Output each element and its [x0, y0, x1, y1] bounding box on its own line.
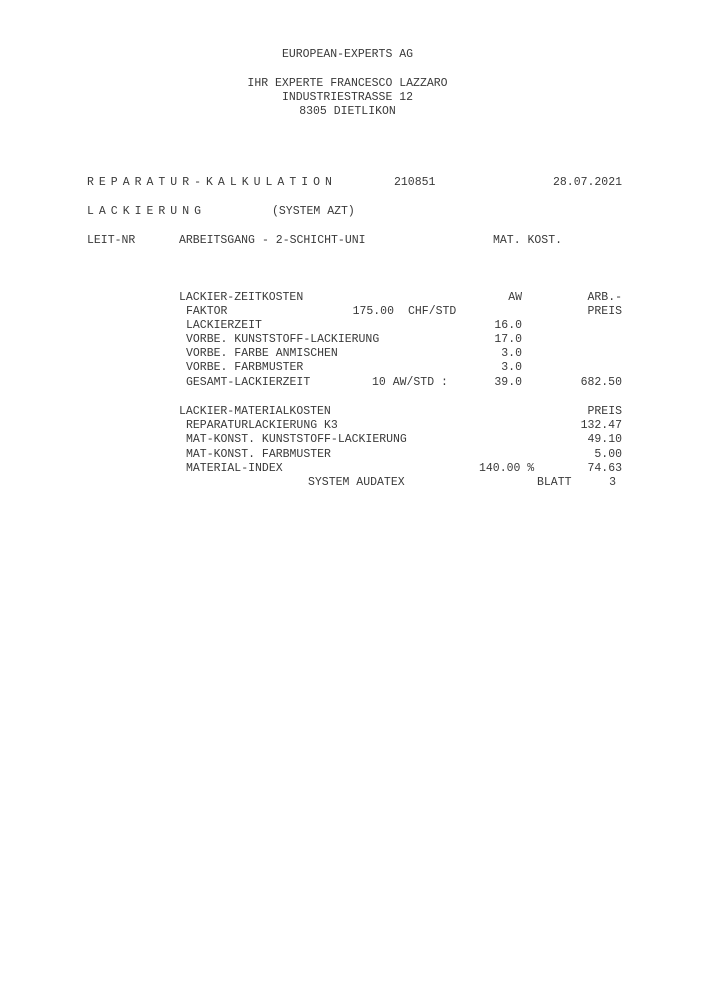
footer-system: SYSTEM AUDATEX: [308, 476, 405, 489]
material-row-label: REPARATURLACKIERUNG K3: [186, 419, 338, 432]
zeit-row-aw: 17.0: [494, 333, 522, 346]
zeit-row-label: VORBE. FARBE ANMISCHEN: [186, 347, 338, 360]
preis-header: PREIS: [587, 305, 622, 318]
faktor-label: FAKTOR: [186, 305, 228, 318]
total-price: 682.50: [580, 376, 622, 389]
zeit-row-aw: 3.0: [501, 347, 522, 360]
column-leit-nr: LEIT-NR: [87, 234, 136, 247]
calculation-number: 210851: [394, 176, 436, 189]
document-title: REPARATUR-KALKULATION: [87, 176, 337, 189]
street-address: INDUSTRIESTRASSE 12: [281, 91, 414, 104]
section-system: (SYSTEM AZT): [272, 205, 355, 218]
expert-name: IHR EXPERTE FRANCESCO LAZZARO: [247, 77, 448, 90]
column-arbeitsgang: ARBEITSGANG: [179, 234, 255, 247]
section-title: LACKIERUNG: [87, 205, 207, 218]
zeit-row-label: LACKIERZEIT: [186, 319, 262, 332]
material-row-price: 49.10: [587, 433, 622, 446]
material-row-label: MAT-KONST. FARBMUSTER: [186, 448, 331, 461]
total-rate: 10 AW/STD :: [372, 376, 448, 389]
material-row-label: MAT-KONST. KUNSTSTOFF-LACKIERUNG: [186, 433, 407, 446]
material-preis-header: PREIS: [587, 405, 622, 418]
material-row-price: 5.00: [594, 448, 622, 461]
zeit-row-aw: 16.0: [494, 319, 522, 332]
material-index-label: MATERIAL-INDEX: [186, 462, 283, 475]
faktor-unit: CHF/STD: [408, 305, 457, 318]
total-aw: 39.0: [494, 376, 522, 389]
material-heading: LACKIER-MATERIALKOSTEN: [179, 405, 331, 418]
total-label: GESAMT-LACKIERZEIT: [186, 376, 311, 389]
company-name: EUROPEAN-EXPERTS AG: [281, 48, 414, 61]
material-index-price: 74.63: [587, 462, 622, 475]
material-index-percent: 140.00 %: [479, 462, 535, 475]
document-date: 28.07.2021: [552, 176, 622, 189]
material-row-price: 132.47: [580, 419, 622, 432]
zeit-row-label: VORBE. FARBMUSTER: [186, 361, 304, 374]
column-arbeitsgang-value: - 2-SCHICHT-UNI: [262, 234, 366, 247]
zeit-row-aw: 3.0: [501, 361, 522, 374]
city-address: 8305 DIETLIKON: [299, 105, 396, 118]
faktor-value: 175.00: [352, 305, 394, 318]
zeit-row-label: VORBE. KUNSTSTOFF-LACKIERUNG: [186, 333, 380, 346]
footer-blatt-label: BLATT: [537, 476, 572, 489]
zeitkosten-heading: LACKIER-ZEITKOSTEN: [179, 291, 304, 304]
footer-blatt-number: 3: [609, 476, 616, 489]
arb-header: ARB.-: [587, 291, 622, 304]
column-mat-kost: MAT. KOST.: [493, 234, 563, 247]
aw-header: AW: [508, 291, 522, 304]
